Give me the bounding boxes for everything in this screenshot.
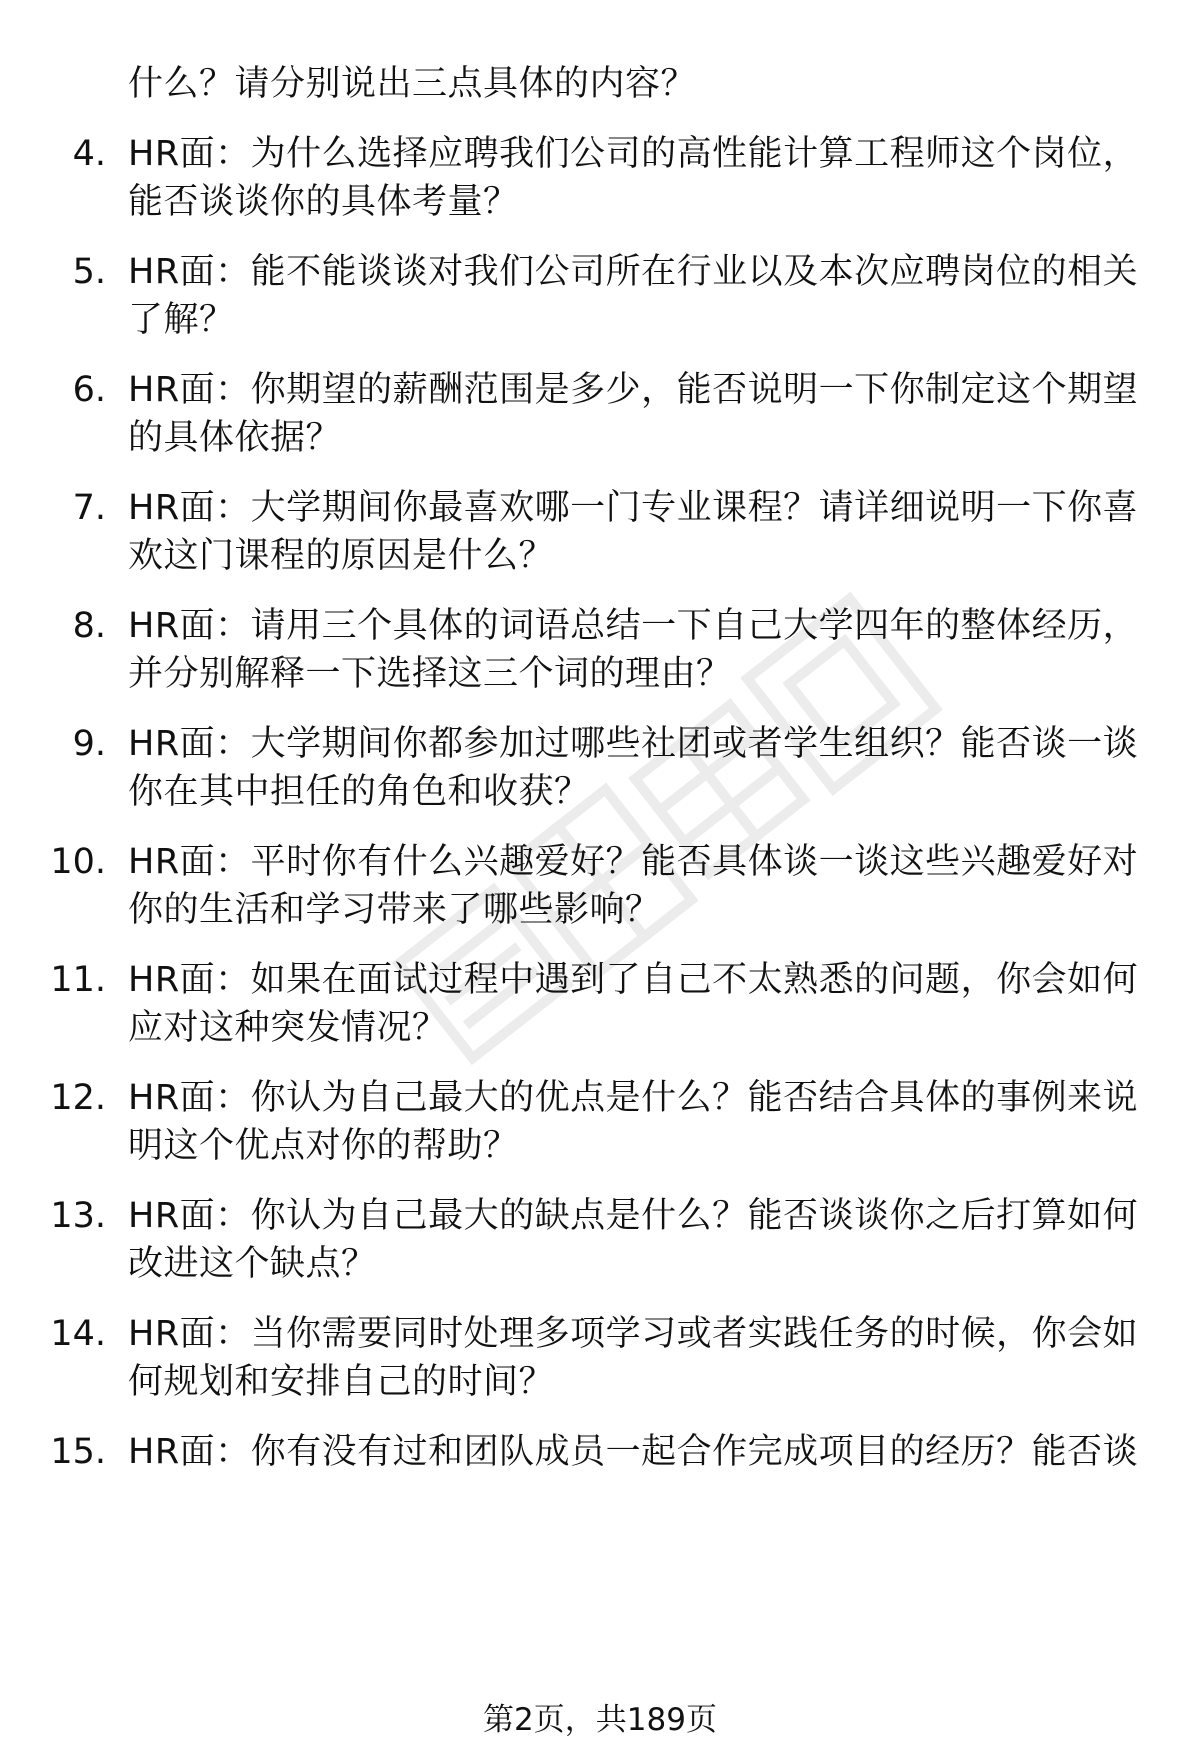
question-text: HR面：你认为自己最大的缺点是什么？能否谈谈你之后打算如何改进这个缺点？ xyxy=(128,1196,1139,1284)
question-text: HR面：为什么选择应聘我们公司的高性能计算工程师这个岗位，能否谈谈你的具体考量？ xyxy=(128,134,1139,222)
list-item xyxy=(0,602,1200,702)
list-item xyxy=(0,484,1200,584)
continuation-text: 什么？请分别说出三点具体的内容？ xyxy=(128,64,697,104)
question-number: 12. xyxy=(50,1078,106,1118)
list-item xyxy=(0,838,1200,938)
list-item xyxy=(0,1074,1200,1174)
question-text: HR面：你认为自己最大的优点是什么？能否结合具体的事例来说明这个优点对你的帮助？ xyxy=(128,1078,1139,1166)
question-number: 14. xyxy=(50,1314,106,1354)
question-number: 11. xyxy=(50,960,106,1000)
list-item xyxy=(0,1428,1200,1528)
question-number: 9. xyxy=(72,724,106,764)
question-text: HR面：你有没有过和团队成员一起合作完成项目的经历？能否谈 xyxy=(128,1432,1139,1472)
question-number: 6. xyxy=(72,370,106,410)
list-item xyxy=(0,1310,1200,1410)
question-text: HR面：如果在面试过程中遇到了自己不太熟悉的问题，你会如何应对这种突发情况？ xyxy=(128,960,1139,1048)
question-number: 10. xyxy=(50,842,106,882)
page-footer: 第2页，共189页 xyxy=(483,1702,717,1738)
question-number: 5. xyxy=(72,252,106,292)
question-number: 4. xyxy=(72,134,106,174)
question-text: HR面：请用三个具体的词语总结一下自己大学四年的整体经历，并分别解释一下选择这三个词的理由？ xyxy=(128,606,1139,694)
question-text: HR面：大学期间你最喜欢哪一门专业课程？请详细说明一下你喜欢这门课程的原因是什么？ xyxy=(128,488,1139,576)
question-text: HR面：能不能谈谈对我们公司所在行业以及本次应聘岗位的相关了解？ xyxy=(128,252,1139,340)
list-item xyxy=(0,248,1200,348)
list-item xyxy=(0,1192,1200,1292)
question-text: HR面：平时你有什么兴趣爱好？能否具体谈一谈这些兴趣爱好对你的生活和学习带来了哪些影响？ xyxy=(128,842,1139,930)
list-item xyxy=(0,720,1200,820)
question-number: 8. xyxy=(72,606,106,646)
list-item xyxy=(0,366,1200,466)
question-number: 7. xyxy=(72,488,106,528)
list-item xyxy=(0,956,1200,1056)
list-item xyxy=(0,130,1200,230)
question-text: HR面：当你需要同时处理多项学习或者实践任务的时候，你会如何规划和安排自己的时间？ xyxy=(128,1314,1139,1402)
question-number: 15. xyxy=(50,1432,106,1472)
question-text: HR面：大学期间你都参加过哪些社团或者学生组织？能否谈一谈你在其中担任的角色和收获？ xyxy=(128,724,1139,812)
question-number: 13. xyxy=(50,1196,106,1236)
question-text: HR面：你期望的薪酬范围是多少，能否说明一下你制定这个期望的具体依据？ xyxy=(128,370,1139,458)
